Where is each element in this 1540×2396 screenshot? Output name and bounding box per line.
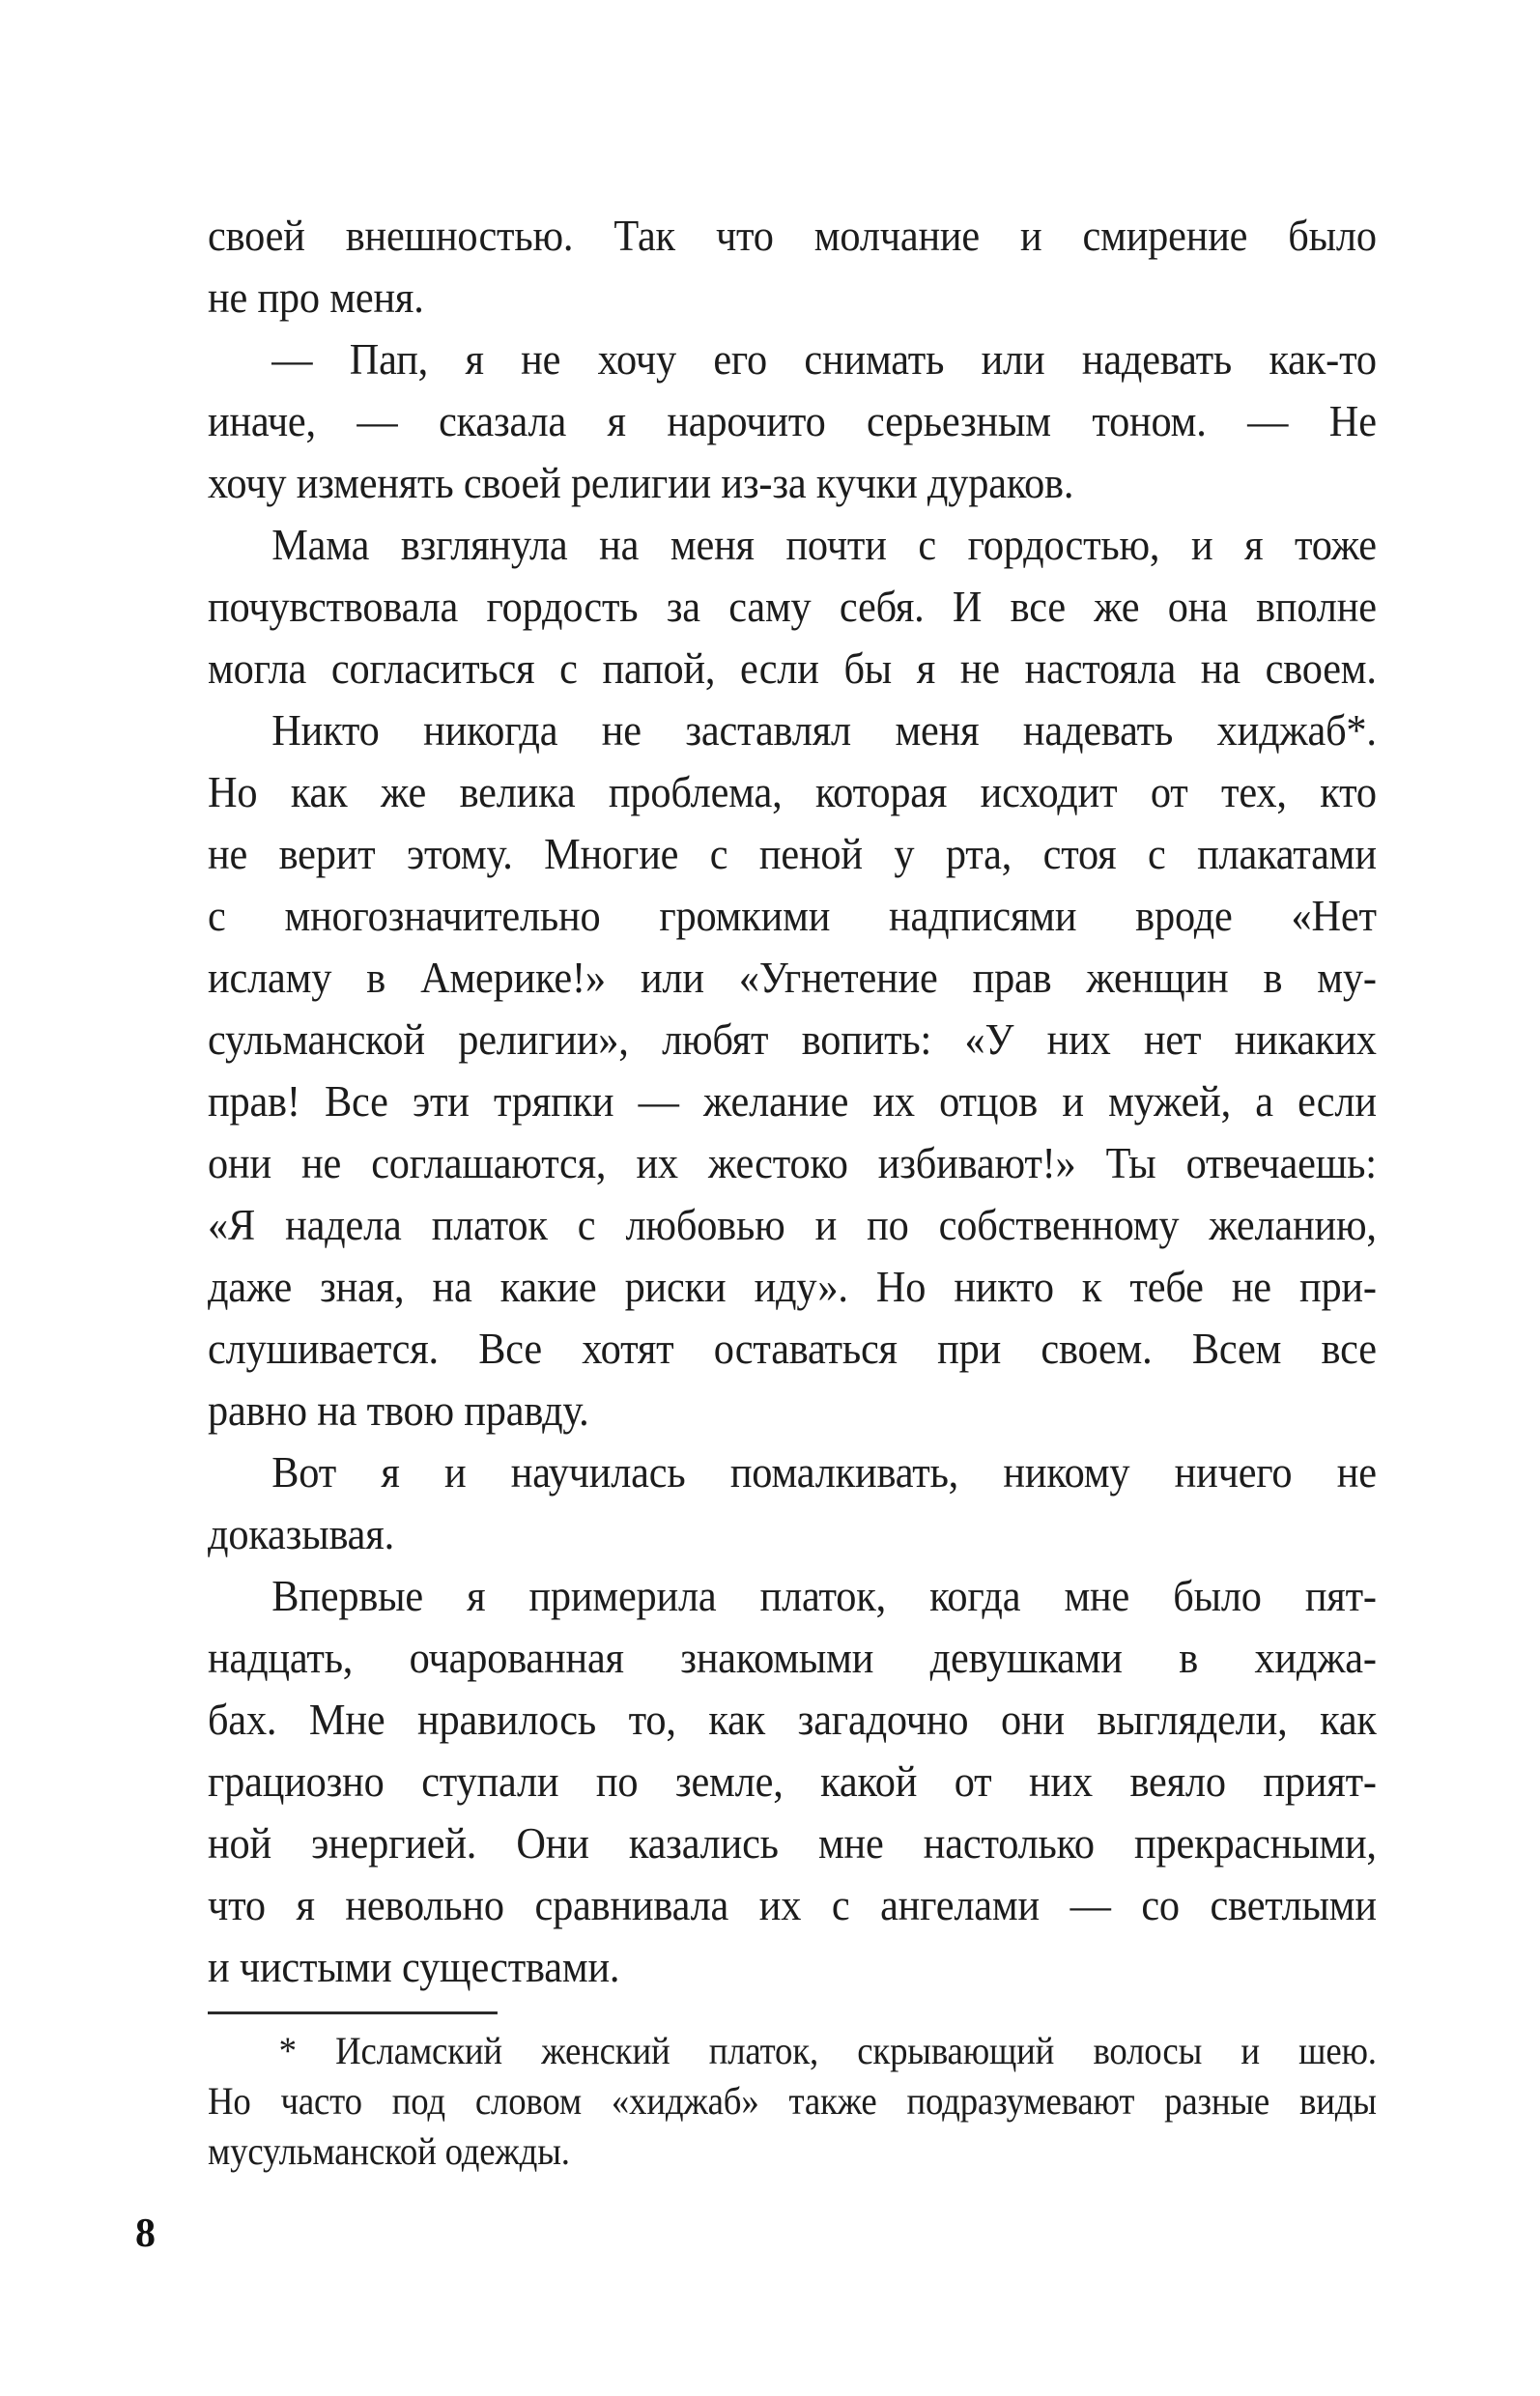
text-line: даже зная, на какие риски иду». Но никто к тебе не при- (208, 1262, 1377, 1311)
text-line: почувствовала гордость за саму себя. И все же она вполне (208, 582, 1377, 631)
paragraph (208, 1565, 1377, 1998)
text-line: Вот я и научилась помалкивать, никому ничего не (271, 1447, 1377, 1497)
text-line: сульманской религии», любят вопить: «У них нет никаких (208, 1014, 1377, 1064)
text-line: Мама взглянула на меня почти с гордостью, и я тоже (271, 520, 1377, 569)
text-line: Но как же велика проблема, которая исходит от тех, кто (208, 767, 1377, 816)
footnote-line: Но часто под словом «хиджаб» также подразумевают разные виды (208, 2079, 1377, 2123)
text-line: грациозно ступали по земле, какой от них веяло прият- (208, 1756, 1377, 1806)
text-line: не верит этому. Многие с пеной у рта, стоя с плакатами (208, 829, 1377, 878)
text-line: Впервые я примерила платок, когда мне было пят- (271, 1571, 1377, 1620)
paragraph (208, 699, 1377, 1441)
text-line: иначе, — сказала я нарочито серьезным тоном. — Не (208, 396, 1377, 445)
body-paragraphs (208, 205, 1377, 1998)
text-line: хочу изменять своей религии из-за кучки дураков. (208, 458, 1074, 507)
text-line: — Пап, я не хочу его снимать или надевать как-то (271, 334, 1377, 384)
text-line: надцать, очарованная знакомыми девушками в хиджа- (208, 1633, 1377, 1682)
text-line: доказывая. (208, 1509, 394, 1558)
text-line: Никто никогда не заставлял меня надевать хиджаб*. (271, 705, 1377, 755)
paragraph (208, 1441, 1377, 1565)
paragraph (208, 514, 1377, 699)
text-line: своей внешностью. Так что молчание и смирение было (208, 211, 1377, 260)
text-line: равно на твою правду. (208, 1385, 589, 1435)
paragraph (208, 328, 1377, 514)
footnote-line: мусульманской одежды. (208, 2129, 570, 2173)
footnote (208, 2026, 1377, 2177)
text-line: они не соглашаются, их жестоко избивают!» Ты отвечаешь: (208, 1138, 1377, 1187)
text-line: с многозначительно громкими надписями вроде «Нет (208, 891, 1377, 940)
paragraph (208, 205, 1377, 328)
text-line: слушивается. Все хотят оставаться при своем. Всем все (208, 1324, 1377, 1373)
page-number: 8 (135, 2211, 156, 2256)
text-line: не про меня. (208, 272, 424, 322)
text-line: и чистыми существами. (208, 1942, 620, 1991)
text-line: «Я надела платок с любовью и по собственному желанию, (208, 1200, 1377, 1249)
footnote-line: * Исламский женский платок, скрывающий волосы и шею. (278, 2029, 1377, 2072)
text-line: ной энергией. Они казались мне настолько прекрасными, (208, 1818, 1377, 1868)
footnote-rule (208, 2011, 498, 2014)
text-line: прав! Все эти тряпки — желание их отцов и мужей, а если (208, 1076, 1377, 1126)
text-line: могла согласиться с папой, если бы я не настояла на своем. (208, 643, 1377, 693)
page-text (208, 205, 1377, 2177)
text-line: бах. Мне нравилось то, как загадочно они выглядели, как (208, 1695, 1377, 1744)
text-line: что я невольно сравнивала их с ангелами — со светлыми (208, 1880, 1377, 1929)
text-line: исламу в Америке!» или «Угнетение прав женщин в му- (208, 953, 1377, 1002)
